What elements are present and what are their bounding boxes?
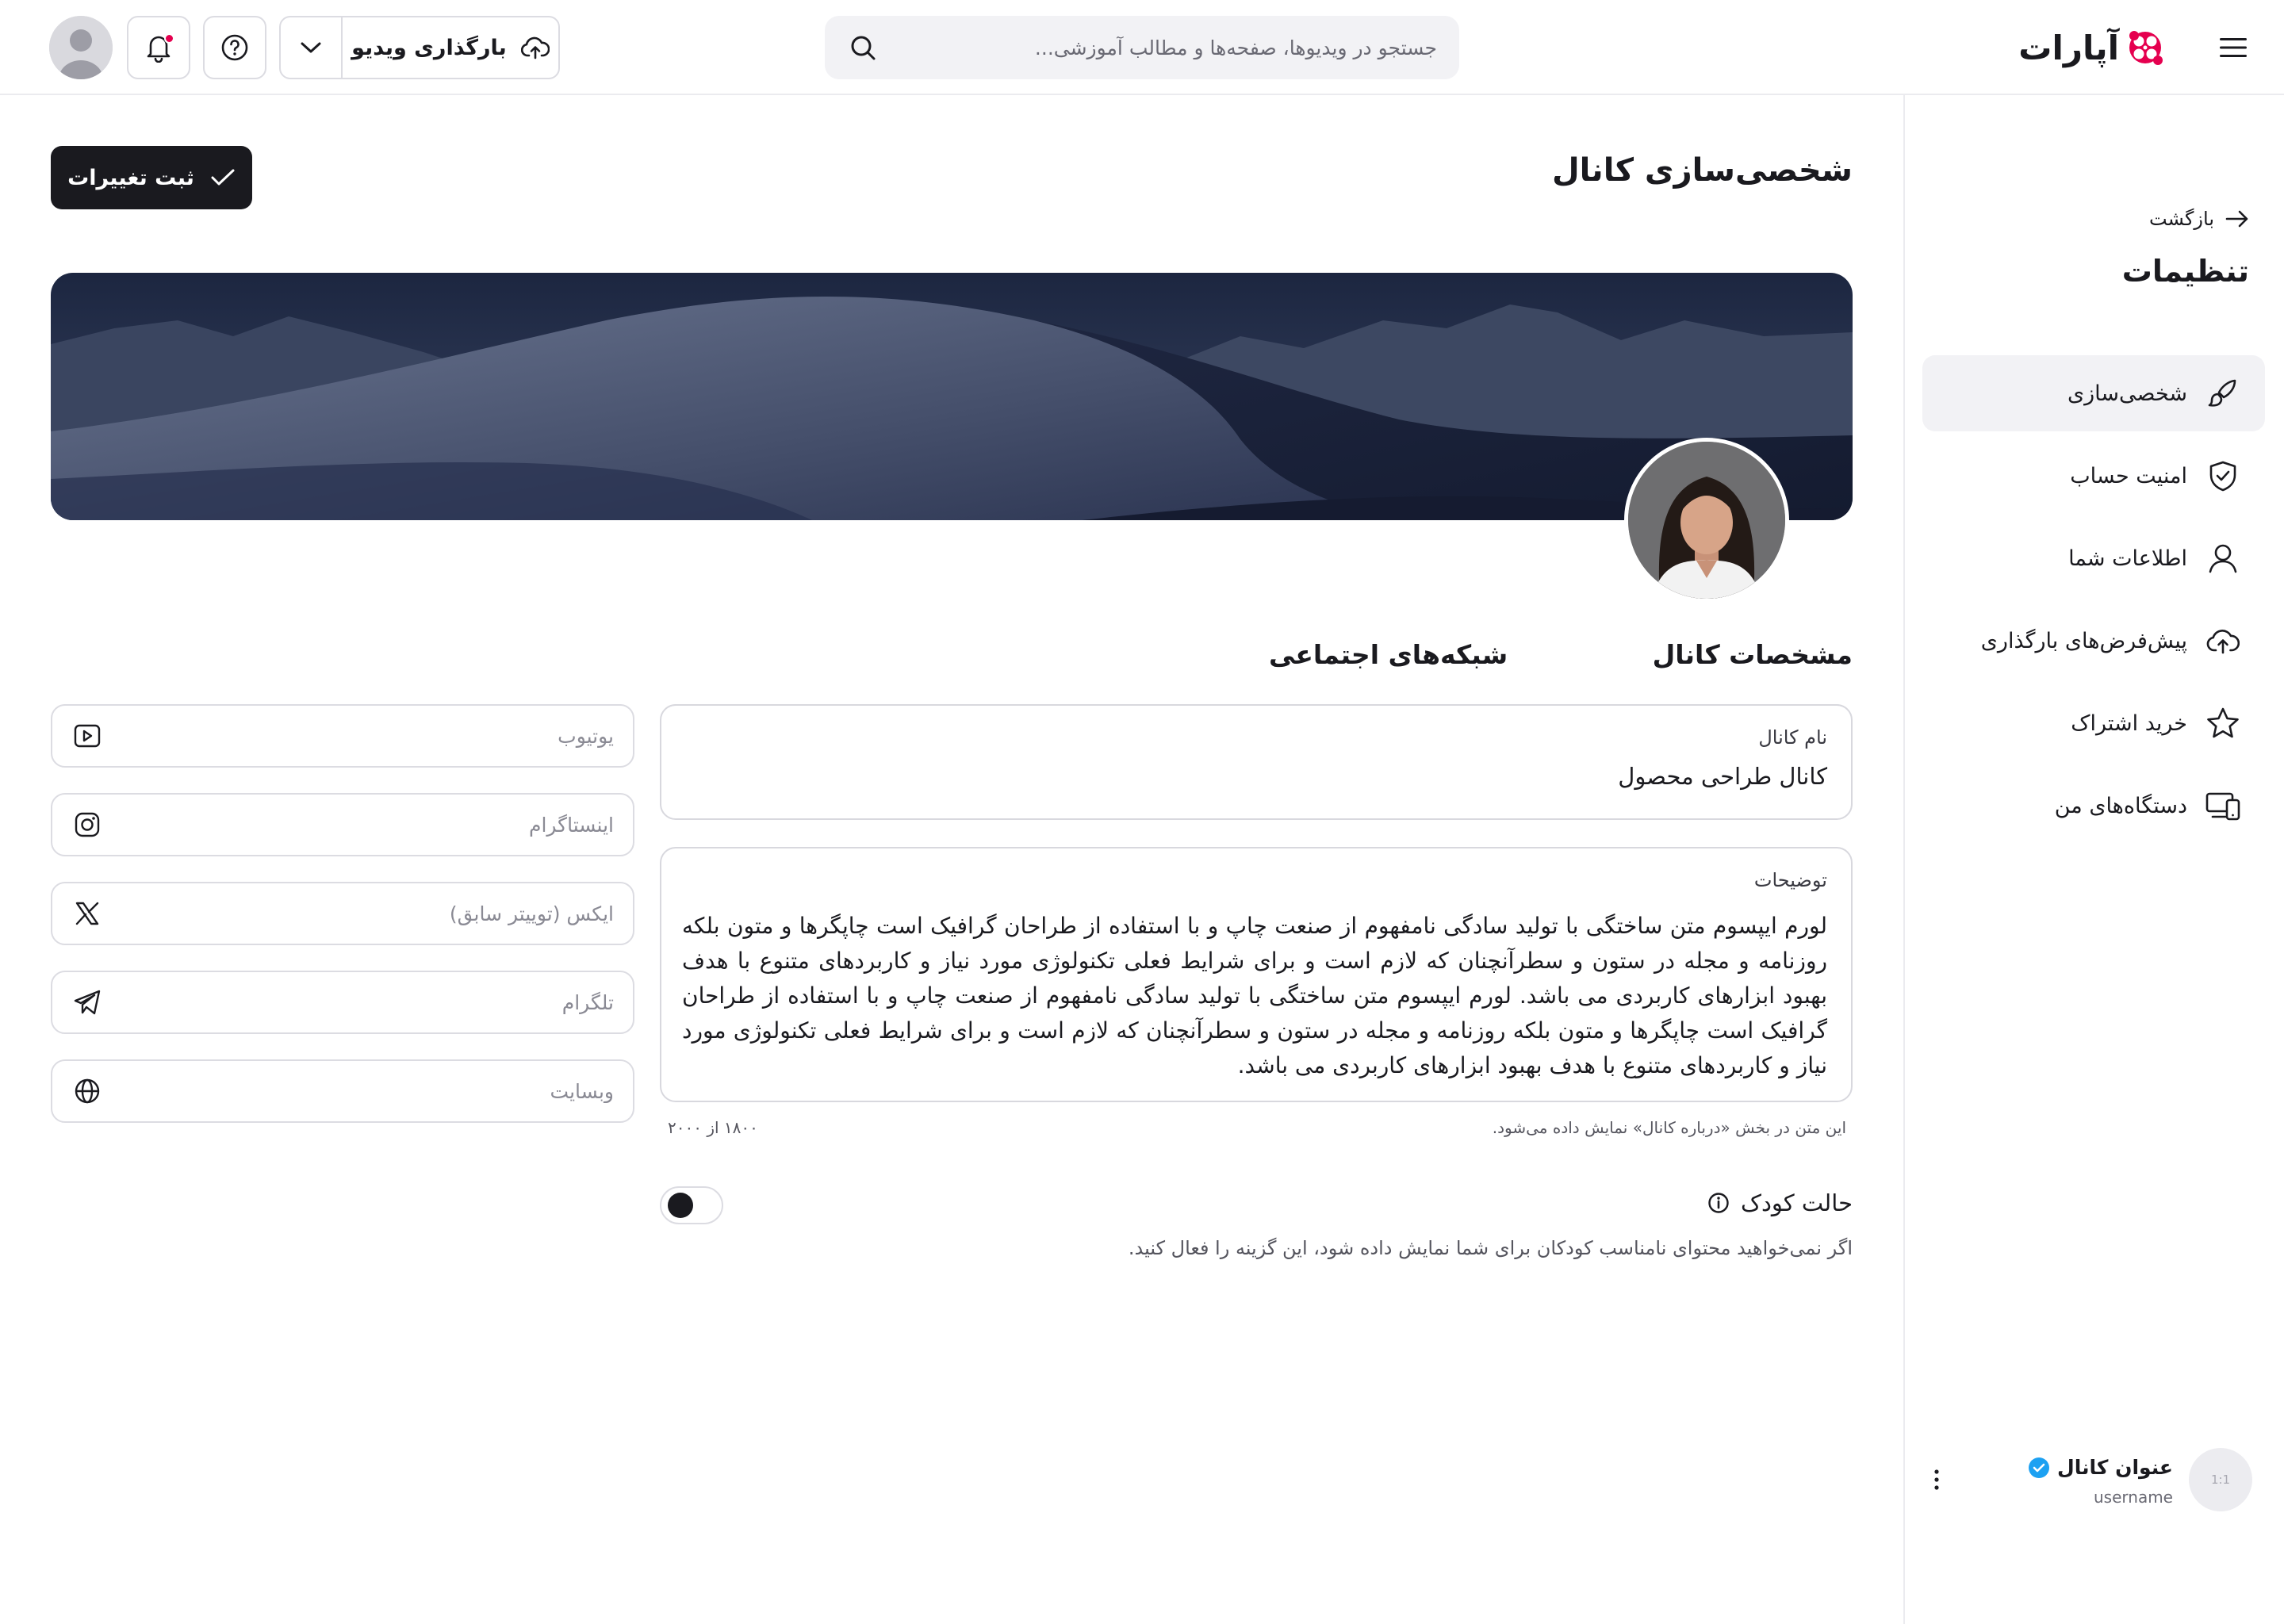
website-input[interactable] (103, 1080, 614, 1103)
sidebar-item-subscription[interactable] (1922, 685, 2265, 761)
toggle-knob (668, 1193, 693, 1218)
channel-name-value: کانال طراحی محصول (1618, 763, 1827, 790)
upload-video-label: بارگذاری ویدیو (351, 35, 507, 60)
channel-name-label: نام کانال (1758, 726, 1827, 749)
sidebar-item-devices[interactable] (1922, 768, 2265, 844)
x-twitter-input[interactable] (103, 902, 614, 925)
channel-details-title: مشخصات کانال (1652, 639, 1853, 670)
kids-mode-label: حالت کودک (1741, 1189, 1853, 1216)
page-title: شخصی‌سازی کانال (1551, 152, 1853, 189)
kids-mode-toggle[interactable] (660, 1186, 723, 1224)
devices-icon (2205, 787, 2241, 824)
instagram-input[interactable] (103, 814, 614, 837)
brush-icon (2205, 375, 2241, 412)
channel-card[interactable] (1919, 1446, 2252, 1513)
website-field[interactable] (51, 1059, 634, 1123)
verified-badge-icon (2029, 1457, 2049, 1478)
upload-options-dropdown[interactable] (281, 17, 343, 78)
channel-avatar[interactable]: 1:1 (2189, 1448, 2252, 1511)
kids-mode-label-row (1707, 1189, 1853, 1216)
back-label: بازگشت (2149, 208, 2214, 230)
shield-icon (2205, 458, 2241, 494)
sidebar-item-your-info[interactable] (1922, 520, 2265, 596)
notifications-button[interactable] (127, 16, 190, 79)
telegram-field[interactable] (51, 971, 634, 1034)
settings-nav (1922, 355, 2265, 850)
telegram-icon (71, 986, 103, 1018)
instagram-field[interactable] (51, 793, 634, 856)
arrow-right-icon (2225, 209, 2249, 228)
more-options-icon[interactable] (1922, 1465, 1951, 1494)
cloud-upload-icon (521, 36, 550, 59)
logo-text: آپارات (2018, 28, 2119, 67)
logo-mark-icon (2125, 28, 2165, 67)
sidebar-item-upload-defaults[interactable] (1922, 603, 2265, 679)
channel-name-field[interactable] (660, 704, 1853, 820)
aparat-logo[interactable] (2018, 21, 2165, 75)
user-icon (2205, 540, 2241, 576)
description-label: توضیحات (1753, 869, 1827, 891)
telegram-input[interactable] (103, 991, 614, 1014)
upload-video-button[interactable] (343, 17, 558, 78)
help-icon (220, 33, 249, 62)
notification-dot (164, 33, 174, 44)
sidebar-item-label: امنیت حساب (2070, 463, 2187, 488)
check-icon (210, 167, 236, 188)
globe-icon (71, 1075, 103, 1107)
top-header (0, 0, 2284, 95)
x-twitter-field[interactable] (51, 882, 634, 945)
description-counter: ۱۸۰۰ از ۲۰۰۰ (668, 1118, 758, 1137)
social-networks-title: شبکه‌های اجتماعی (1269, 639, 1508, 670)
chevron-down-icon (300, 40, 322, 55)
settings-sidebar (1903, 95, 2284, 1624)
sidebar-item-label: پیش‌فرض‌های بارگذاری (1980, 628, 2187, 653)
back-link[interactable] (2149, 208, 2249, 230)
youtube-icon (71, 720, 103, 752)
youtube-field[interactable] (51, 704, 634, 768)
profile-avatar-image[interactable] (1624, 438, 1789, 603)
user-avatar[interactable] (49, 16, 113, 79)
hamburger-menu-icon[interactable] (2214, 29, 2252, 67)
search-bar[interactable] (825, 16, 1459, 79)
sidebar-item-label: دستگاه‌های من (2054, 793, 2187, 818)
sidebar-item-label: شخصی‌سازی (2067, 381, 2187, 406)
instagram-icon (71, 809, 103, 841)
kids-mode-description: اگر نمی‌خواهید محتوای نامناسب کودکان برای شما نمایش داده شود، این گزینه را فعال کنید. (1128, 1237, 1853, 1259)
save-changes-label: ثبت تغییرات (67, 165, 194, 190)
channel-name: عنوان کانال (2057, 1456, 2173, 1479)
channel-cover-image[interactable] (51, 273, 1853, 520)
upload-button-group (279, 16, 560, 79)
save-changes-button[interactable] (51, 146, 252, 209)
description-text: لورم ایپسوم متن ساختگی با تولید سادگی نامفهوم از صنعت چاپ و با استفاده از طراحان گرافیک است چاپگرها و متون بلکه روزنامه و مجله در ستون و سطرآنچنان که لازم است و برای شرایط فعلی تکنولوژی مورد نیاز و کاربردهای متنوع با هدف بهبود ابزارهای کاربردی می باشد. لورم ایپسوم متن ساختگی با تولید سادگی نامفهوم از صنعت چاپ و با استفاده از طراحان گرافیک است چاپگرها و متون بلکه روزنامه و مجله در ستون و سطرآنچنان که لازم است و برای شرایط فعلی تکنولوژی مورد نیاز و کاربردهای متنوع با هدف بهبود ابزارهای کاربردی می باشد. (682, 913, 1827, 1078)
search-input[interactable] (895, 36, 1437, 59)
youtube-input[interactable] (103, 725, 614, 748)
x-icon (71, 898, 103, 929)
channel-name-row (2029, 1456, 2173, 1479)
sidebar-item-security[interactable] (1922, 438, 2265, 514)
sidebar-item-personalization[interactable] (1922, 355, 2265, 431)
help-button[interactable] (203, 16, 266, 79)
channel-username: username (2094, 1488, 2173, 1507)
channel-description-field[interactable] (660, 847, 1853, 1102)
sidebar-item-label: اطلاعات شما (2068, 546, 2187, 571)
star-icon (2205, 705, 2241, 741)
sidebar-item-label: خرید اشتراک (2071, 710, 2187, 736)
description-hint: این متن در بخش «درباره کانال» نمایش داده می‌شود. (1492, 1118, 1846, 1137)
settings-title: تنظیمات (2121, 254, 2249, 289)
cloud-upload-icon (2205, 622, 2241, 659)
search-icon[interactable] (847, 32, 879, 63)
info-icon[interactable] (1707, 1192, 1730, 1214)
